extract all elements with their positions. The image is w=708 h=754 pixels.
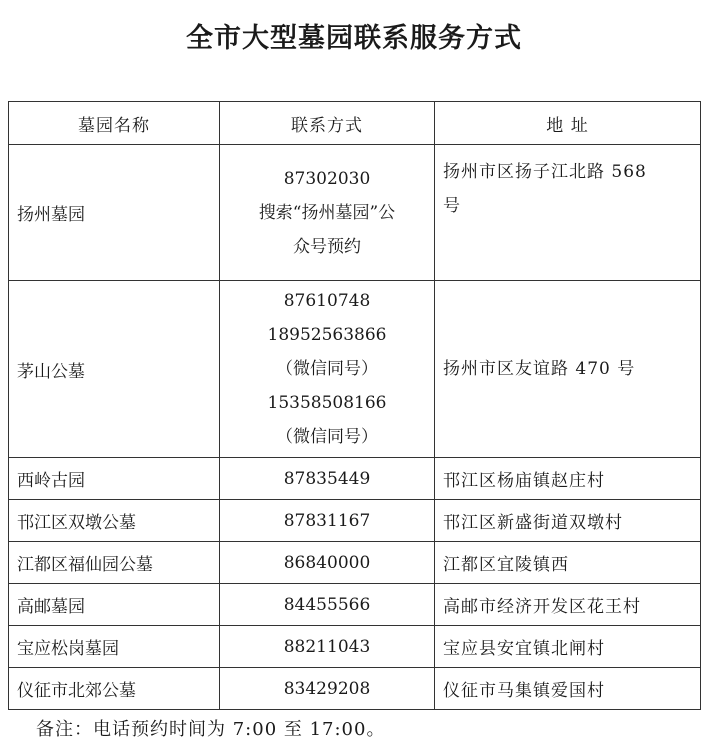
cemetery-name: 邗江区双墩公墓 — [9, 500, 220, 542]
address-line: 号 — [443, 196, 461, 216]
contact-note: （微信同号） — [276, 359, 378, 379]
cemetery-name: 茅山公墓 — [9, 281, 220, 458]
cemetery-name: 江都区福仙园公墓 — [9, 542, 220, 584]
cemetery-contact-table — [8, 101, 701, 710]
contact-note: （微信同号） — [276, 427, 378, 447]
table-header-row — [9, 102, 701, 145]
address-cell — [435, 281, 701, 458]
contact-cell — [220, 145, 435, 281]
address-cell: 邗江区新盛街道双墩村 — [435, 500, 701, 542]
table-row — [9, 584, 701, 626]
cemetery-name: 扬州墓园 — [9, 145, 220, 281]
contact-cell — [220, 281, 435, 458]
address-cell: 高邮市经济开发区花王村 — [435, 584, 701, 626]
footnote: 备注：电话预约时间为 7:00 至 17:00。 — [36, 719, 386, 740]
phone-number: 18952563866 — [267, 325, 387, 345]
page-title: 全市大型墓园联系服务方式 — [186, 23, 522, 54]
table-row — [9, 458, 701, 500]
table-row — [9, 281, 701, 458]
phone-number: 83429208 — [220, 668, 435, 710]
phone-number: 87835449 — [220, 458, 435, 500]
address-cell: 仪征市马集镇爱国村 — [435, 668, 701, 710]
address-cell: 江都区宜陵镇西 — [435, 542, 701, 584]
phone-number: 86840000 — [220, 542, 435, 584]
cemetery-name: 西岭古园 — [9, 458, 220, 500]
phone-number: 84455566 — [220, 584, 435, 626]
table-row — [9, 626, 701, 668]
header-cemetery-name: 墓园名称 — [9, 102, 220, 145]
table-row — [9, 145, 701, 281]
phone-number: 87302030 — [283, 168, 371, 189]
contact-note: 搜索“扬州墓园”公 — [258, 202, 396, 223]
phone-number: 88211043 — [220, 626, 435, 668]
cemetery-name: 宝应松岗墓园 — [9, 626, 220, 668]
address-cell: 宝应县安宜镇北闸村 — [435, 626, 701, 668]
cemetery-name: 高邮墓园 — [9, 584, 220, 626]
address-line: 扬州市区友谊路 470 号 — [443, 359, 636, 379]
header-contact: 联系方式 — [220, 102, 435, 145]
phone-number: 15358508166 — [267, 393, 387, 413]
table-row — [9, 500, 701, 542]
address-cell: 邗江区杨庙镇赵庄村 — [435, 458, 701, 500]
table-row — [9, 542, 701, 584]
phone-number: 87831167 — [220, 500, 435, 542]
phone-number: 87610748 — [283, 291, 371, 311]
address-line: 扬州市区扬子江北路 568 — [443, 162, 647, 182]
table-row — [9, 668, 701, 710]
address-cell — [435, 145, 701, 281]
contact-note: 众号预约 — [293, 236, 361, 257]
header-address: 地 址 — [435, 102, 701, 145]
cemetery-name: 仪征市北郊公墓 — [9, 668, 220, 710]
